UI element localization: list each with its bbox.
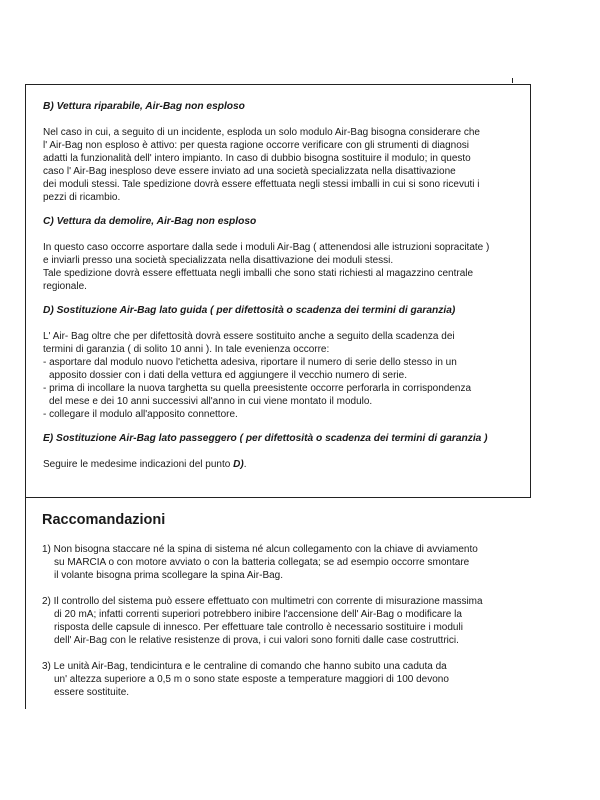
text-line: il volante bisogna prima scollegare la spina Air-Bag. bbox=[54, 570, 284, 581]
text-line: e inviarli presso una società specializzata nella disattivazione dei moduli stessi. bbox=[43, 255, 394, 266]
text-line: caso l' Air-Bag inesploso deve essere inviato ad una società specializzata nella disattivazione bbox=[43, 166, 456, 177]
text-line: apposito dossier con i dati della vettura ed aggiungere il vecchio numero di serie. bbox=[49, 370, 407, 381]
frame-tick-mark bbox=[512, 78, 513, 83]
frame-top-border bbox=[25, 84, 531, 85]
text-line: L' Air- Bag oltre che per difettosità dovrà essere sostituito anche a seguito della scadenza dei bbox=[43, 331, 455, 342]
text-line: su MARCIA o con motore avviato o con la batteria collegata; se ad esempio occorre smontare bbox=[54, 557, 470, 568]
text-line: l' Air-Bag non esploso è attivo: per questa ragione occorre verificare con gli strumenti di diagnosi bbox=[43, 140, 470, 151]
text-line: - collegare il modulo all'apposito connettore. bbox=[43, 409, 238, 420]
section-c-title: C) Vettura da demolire, Air-Bag non esploso bbox=[43, 216, 257, 227]
text-line: - prima di incollare la nuova targhetta su quella preesistente occorre perforarla in corrispondenza bbox=[43, 383, 472, 394]
text-line: termini di garanzia ( di solito 10 anni ). In tale evenienza occorre: bbox=[43, 344, 330, 355]
text-line: di 20 mA; infatti correnti superiori potrebbero inibire l'accensione dell' Air-Bag o modificare la bbox=[54, 609, 462, 620]
text-line: dei moduli stessi. Tale spedizione dovrà essere effettuata negli stessi imballi in cui si sono ricevuti i bbox=[43, 179, 480, 190]
text-line: 3) Le unità Air-Bag, tendicintura e le centraline di comando che hanno subito una caduta da bbox=[42, 661, 447, 672]
list-item bbox=[42, 543, 532, 582]
text-line: adatti la funzionalità dell' intero impianto. In caso di dubbio bisogna sostituire il modulo; in questo bbox=[43, 153, 471, 164]
text-line: pezzi di ricambio. bbox=[43, 192, 121, 203]
text-line: 2) Il controllo del sistema può essere effettuato con multimetri con corrente di misurazione massima bbox=[42, 596, 483, 607]
section-d-text bbox=[43, 330, 523, 421]
recommendations-title: Raccomandazioni bbox=[42, 512, 166, 528]
recommendations-list bbox=[42, 543, 532, 699]
text-line: Nel caso in cui, a seguito di un incidente, esploda un solo modulo Air-Bag bisogna considerare che bbox=[43, 127, 480, 138]
section-e-text-prefix: Seguire le medesime indicazioni del punto bbox=[43, 459, 234, 470]
section-e-text bbox=[43, 458, 523, 471]
frame-left-border bbox=[25, 84, 26, 709]
section-e-text-suffix: . bbox=[243, 459, 247, 470]
text-line: regionale. bbox=[43, 281, 87, 292]
text-line: 1) Non bisogna staccare né la spina di sistema né alcun collegamento con la chiave di avviamento bbox=[42, 544, 478, 555]
section-b-title: B) Vettura riparabile, Air-Bag non esploso bbox=[43, 101, 245, 112]
list-item bbox=[42, 595, 532, 647]
text-line: - asportare dal modulo nuovo l'etichetta adesiva, riportare il numero di serie dello stesso in un bbox=[43, 357, 457, 368]
text-line: del mese e dei 10 anni successivi all'anno in cui viene montato il modulo. bbox=[49, 396, 373, 407]
section-b-text bbox=[43, 126, 523, 204]
text-line: un' altezza superiore a 0,5 m o sono state esposte a temperature maggiori di 100 devono bbox=[54, 674, 449, 685]
frame-divider bbox=[25, 497, 531, 498]
text-line: Tale spedizione dovrà essere effettuata negli imballi che sono stati richiesti al magazzino centrale bbox=[43, 268, 474, 279]
text-line: risposta delle capsule di innesco. Per effettuare tale controllo è necessario sostituire i moduli bbox=[54, 622, 463, 633]
section-e-text-reference: D) bbox=[233, 459, 244, 470]
document-body bbox=[43, 100, 523, 471]
section-d-title: D) Sostituzione Air-Bag lato guida ( per difettosità o scadenza dei termini di garanzia) bbox=[43, 305, 456, 316]
list-item bbox=[42, 660, 532, 699]
section-c-text bbox=[43, 241, 523, 293]
section-e-title: E) Sostituzione Air-Bag lato passeggero ( per difettosità o scadenza dei termini di garanzia ) bbox=[43, 433, 488, 444]
frame-right-border bbox=[530, 84, 531, 498]
text-line: In questo caso occorre asportare dalla sede i moduli Air-Bag ( attenendosi alle istruzioni sopracitate ) bbox=[43, 242, 490, 253]
text-line: dell' Air-Bag con le relative resistenze di prova, i cui valori sono forniti dalle case costruttrici. bbox=[54, 635, 459, 646]
text-line: essere sostituite. bbox=[54, 687, 130, 698]
